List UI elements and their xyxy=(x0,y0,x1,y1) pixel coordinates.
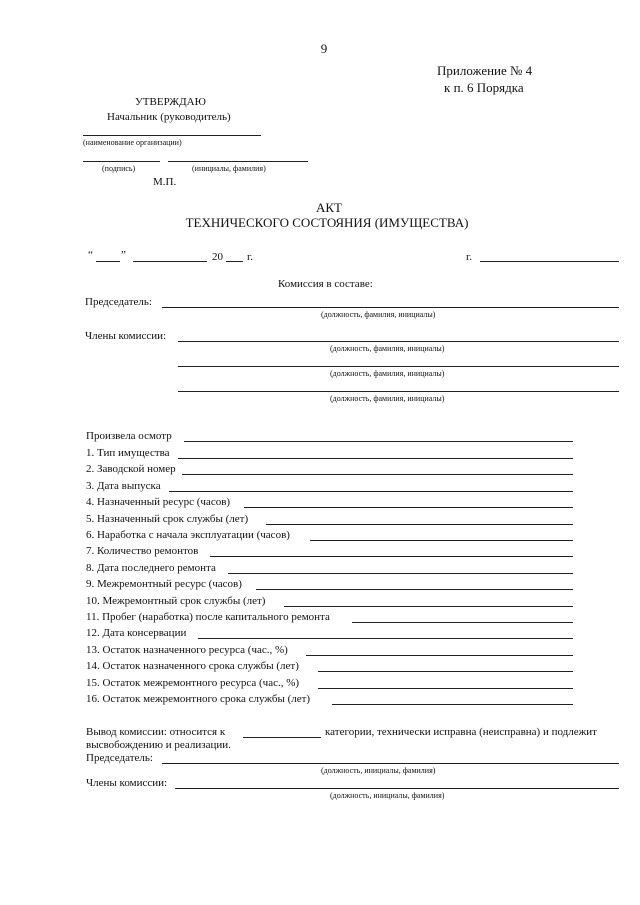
day-line xyxy=(96,261,120,262)
appendix-reference: к п. 6 Порядка xyxy=(444,80,524,95)
inspection-intro: Произвела осмотр xyxy=(86,430,172,442)
inspection-item: 6. Наработка с начала эксплуатации (часов) xyxy=(86,529,290,541)
inspection-item-line xyxy=(306,655,573,656)
inspection-item: 7. Количество ремонтов xyxy=(86,545,199,557)
org-name-line xyxy=(83,135,261,136)
conclusion-suffix: категории, технически исправна (неисправна) и подлежит xyxy=(325,726,597,738)
inspection-item: 14. Остаток назначенного срока службы (лет) xyxy=(86,660,299,672)
conclusion-members-caption: (должность, инициалы, фамилия) xyxy=(330,791,445,800)
inspection-item: 10. Межремонтный срок службы (лет) xyxy=(86,595,266,607)
initials-caption: (инициалы, фамилия) xyxy=(192,164,266,173)
inspection-item-line xyxy=(182,474,573,475)
member-line-2 xyxy=(178,366,619,367)
inspection-item-line xyxy=(244,507,573,508)
inspection-item-line xyxy=(256,589,573,590)
inspection-item-line xyxy=(198,638,573,639)
inspection-item-line xyxy=(178,458,573,459)
year-line xyxy=(226,261,243,262)
conclusion-chairman-line xyxy=(162,763,619,764)
inspection-item: 5. Назначенный срок службы (лет) xyxy=(86,513,249,525)
inspection-item: 11. Пробег (наработка) после капитального ремонта xyxy=(86,611,330,623)
member-line-1 xyxy=(178,341,619,342)
inspection-item-line xyxy=(228,573,573,574)
member-caption-1: (должность, фамилия, инициалы) xyxy=(330,344,445,353)
inspection-item-line xyxy=(318,671,573,672)
inspection-item: 16. Остаток межремонтного срока службы (лет) xyxy=(86,693,311,705)
year-suffix: г. xyxy=(247,251,254,263)
page-number: 9 xyxy=(320,41,328,56)
conclusion-line2: высвобождению и реализации. xyxy=(86,739,231,751)
year-prefix: 20 xyxy=(212,251,223,263)
members-label: Члены комиссии: xyxy=(85,330,167,342)
inspection-item: 13. Остаток назначенного ресурса (час., %) xyxy=(86,644,288,656)
seal-label: М.П. xyxy=(153,176,177,188)
chairman-line xyxy=(162,307,619,308)
inspection-item: 12. Дата консервации xyxy=(86,627,187,639)
inspection-item: 9. Межремонтный ресурс (часов) xyxy=(86,578,242,590)
inspection-item-line xyxy=(332,704,573,705)
act-subtitle: ТЕХНИЧЕСКОГО СОСТОЯНИЯ (ИМУЩЕСТВА) xyxy=(185,215,469,230)
signature-line xyxy=(83,161,160,162)
member-caption-2: (должность, фамилия, инициалы) xyxy=(330,369,445,378)
conclusion-members-label: Члены комиссии: xyxy=(86,777,168,789)
conclusion-chairman-caption: (должность, инициалы, фамилия) xyxy=(321,766,436,775)
conclusion-members-line xyxy=(175,788,619,789)
city-line xyxy=(480,261,619,262)
chairman-caption: (должность, фамилия, инициалы) xyxy=(321,310,436,319)
inspection-item-line xyxy=(284,606,573,607)
approval-title: УТВЕРЖДАЮ xyxy=(135,96,206,108)
act-title: АКТ xyxy=(316,200,342,215)
date-close-quote: ” xyxy=(121,249,126,261)
inspection-intro-line xyxy=(184,441,573,442)
inspection-item-line xyxy=(210,556,573,557)
inspection-item: 3. Дата выпуска xyxy=(86,480,161,492)
inspection-item-line xyxy=(266,524,573,525)
approval-position: Начальник (руководитель) xyxy=(107,111,231,123)
inspection-item-line xyxy=(169,491,573,492)
inspection-item: 2. Заводской номер xyxy=(86,463,176,475)
member-line-3 xyxy=(178,391,619,392)
chairman-label: Председатель: xyxy=(85,296,152,308)
org-name-caption: (наименование организации) xyxy=(83,138,182,147)
inspection-item: 15. Остаток межремонтного ресурса (час., %) xyxy=(86,677,300,689)
conclusion-chairman-label: Председатель: xyxy=(86,752,153,764)
inspection-item-line xyxy=(318,688,573,689)
initials-line xyxy=(168,161,308,162)
conclusion-prefix: Вывод комиссии: относится к xyxy=(86,726,226,738)
appendix-title: Приложение № 4 xyxy=(437,63,533,78)
inspection-item: 4. Назначенный ресурс (часов) xyxy=(86,496,231,508)
member-caption-3: (должность, фамилия, инициалы) xyxy=(330,394,445,403)
inspection-item: 8. Дата последнего ремонта xyxy=(86,562,216,574)
category-line xyxy=(243,737,321,738)
inspection-item-line xyxy=(310,540,573,541)
inspection-item: 1. Тип имущества xyxy=(86,447,170,459)
commission-heading: Комиссия в составе: xyxy=(278,278,373,290)
city-prefix: г. xyxy=(466,251,473,263)
month-line xyxy=(133,261,207,262)
date-open-quote: “ xyxy=(88,249,93,261)
signature-caption: (подпись) xyxy=(102,164,136,173)
inspection-item-line xyxy=(352,622,573,623)
